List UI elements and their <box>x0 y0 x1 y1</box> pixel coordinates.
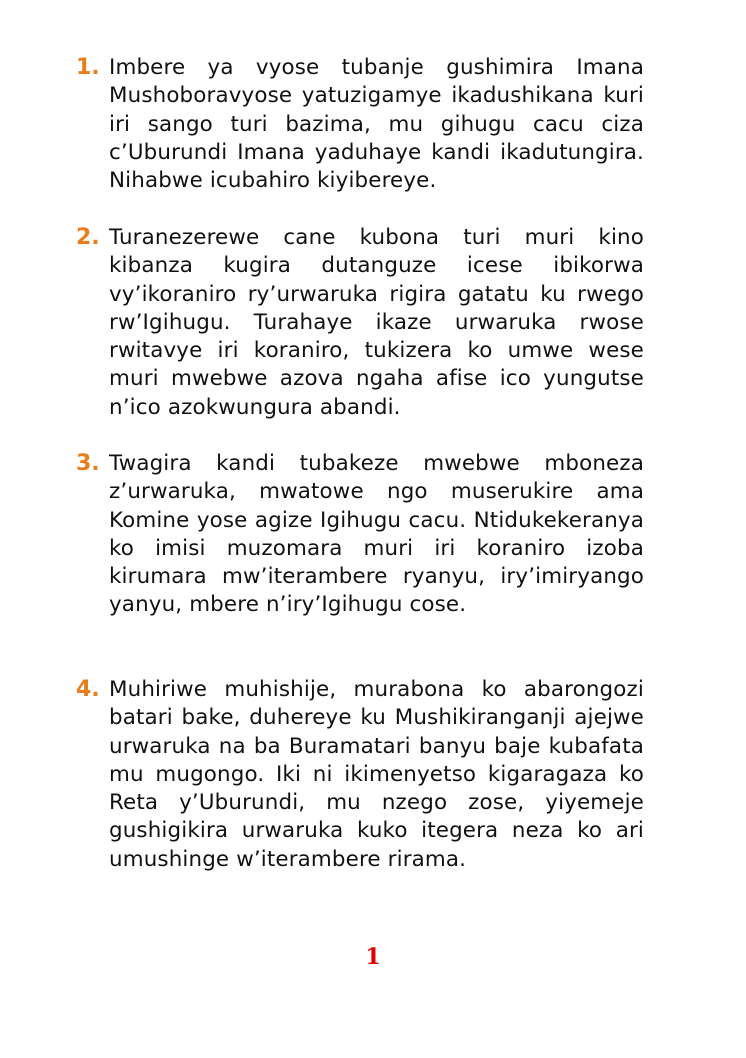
item-text: Imbere ya vyose tubanje gushimira Imana Mushoboravyose yatuzigamye ikadushikana kuri iri sango turi bazima, mu gihugu cacu ciza c’Uburundi Imana yaduhaye kandi ikadutungira. Nihabwe icubahiro kiyibereye. <box>109 55 644 194</box>
item-number: 1. <box>76 55 100 80</box>
item-number: 3. <box>76 451 100 476</box>
item-number: 4. <box>76 677 100 702</box>
item-text: Muhiriwe muhishije, murabona ko abarongozi batari bake, duhereye ku Mushikiranganji ajejwe urwaruka na ba Buramatari banyu baje kubafata mu mugongo. Iki ni ikimenyetso kigaragaza ko Reta y’Uburundi, mu nzego zose, yiyemeje gushigikira urwaruka kuko itegera neza ko ari umushinge w’iterambere rirama. <box>109 677 644 872</box>
item-text: Twagira kandi tubakeze mwebwe mboneza z’urwaruka, mwatowe ngo muserukire ama Komine yose agize Igihugu cacu. Ntidukekeranya ko imisi muzomara muri iri koraniro izoba kirumara mw’iterambere ryanyu, iry’imiryango yanyu, mbere n’iry’Igihugu cose. <box>109 451 644 618</box>
item-text: Turanezerewe cane kubona turi muri kino kibanza kugira dutanguze icese ibikorwa vy’ikoraniro ry’urwaruka rigira gatatu ku rwego rw’Igihugu. Turahaye ikaze urwaruka rwose rwitavye iri koraniro, tukizera ko umwe wese muri mwebwe azova ngaha afise ico yungutse n’ico azokwungura abandi. <box>109 225 644 420</box>
page-number: 1 <box>365 944 381 970</box>
item-number: 2. <box>76 225 100 250</box>
